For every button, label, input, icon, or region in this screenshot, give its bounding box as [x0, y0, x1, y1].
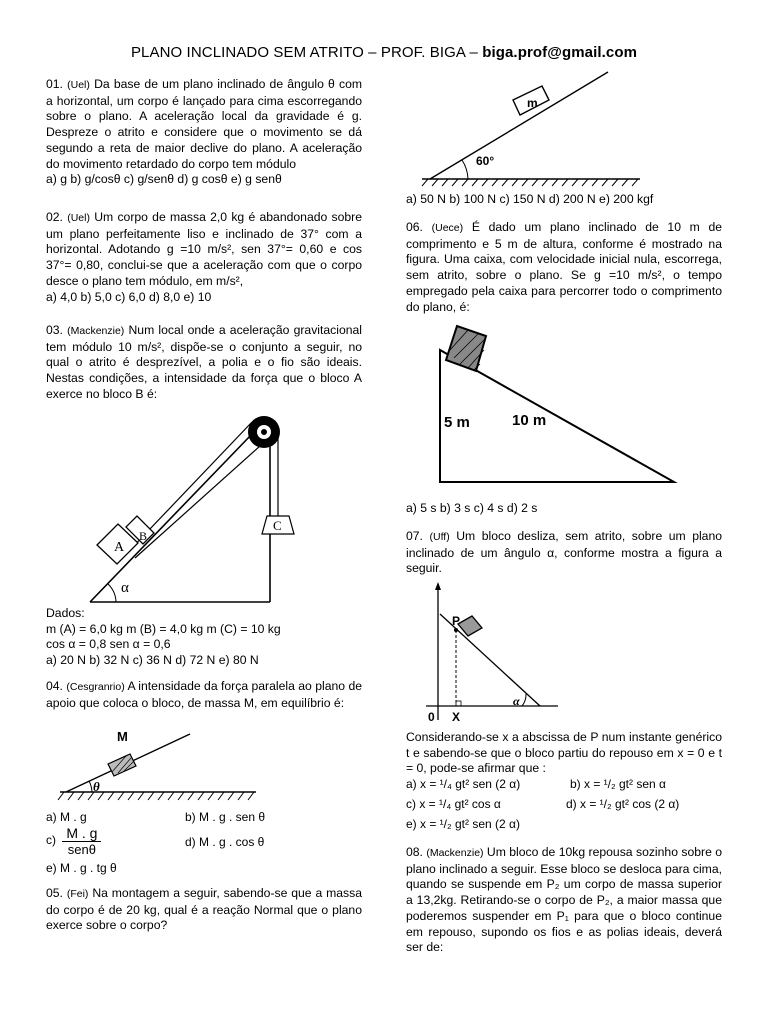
question-03: 03. (Mackenzie) Num local onde a aceleração gravitacional tem módulo 10 m/s², dispõe-se o conjunto a seguir, no qual o atrito é desprezível, a polia e o fio são ideais. Nestas condições, a intensidade da força que o bloco A exerce no bloco B é: — [46, 323, 363, 401]
page-title: PLANO INCLINADO SEM ATRITO – PROF. BIGA – biga.prof@gmail.com — [130, 44, 638, 61]
question-08: 08. (Mackenzie) Um bloco de 10kg repousa sozinho sobre o plano inclinado a seguir. Esse bloco se desloca para cima, quando se suspende em P₂ um corpo de massa superior a 13,2kg. Retirando-se o corpo de P₂, a maior massa que poderemos suspender em P₁ para que o bloco continue em repouso, supondo os fios e as polias ideais, deverá ser de: — [406, 845, 723, 955]
q07-option-c: c) x = ¹/₄ gt² cos α — [406, 797, 501, 811]
question-02: 02. (Uel) Um corpo de massa 2,0 kg é abandonado sobre um plano perfeitamente liso e inclinado de 37° com a horizontal. Adotando g =10 m/s², sen 37°= 0,60 e cos 37°= 0,80, conclui-se que a aceleração com que o corpo desce o plano tem módulo, em m/s², a) 4,0 b) 5,0 c) 6,0 d) 8,0 e) 10 — [46, 210, 363, 304]
q06-options: a) 5 s b) 3 s c) 4 s d) 2 s — [406, 501, 538, 515]
question-05: 05. (Fei) Na montagem a seguir, sabendo-se que a massa do corpo é de 20 kg, qual é a reação Normal que o plano exerce sobre o corpo? — [46, 886, 363, 933]
q07-option-d: d) x = ¹/₂ gt² cos (2 α) — [566, 797, 680, 811]
q02-options: a) 4,0 b) 5,0 c) 6,0 d) 8,0 e) 10 — [46, 289, 212, 304]
alpha-label: α — [121, 580, 129, 596]
height-5m-label: 5 m — [444, 414, 470, 431]
q03-options: a) 20 N b) 32 N c) 36 N d) 72 N e) 80 N — [46, 653, 259, 668]
q01-options: a) g b) g/cosθ c) g/senθ d) g cosθ e) g senθ — [46, 172, 282, 187]
angle-60-label: 60° — [476, 154, 495, 168]
question-07: 07. (Uff) Um bloco desliza, sem atrito, sobre um plano inclinado de um ângulo α, conforme mostra a figura a seguir. — [406, 529, 723, 576]
origin-label: 0 — [428, 710, 435, 724]
q04-option-d: d) M . g . cos θ — [185, 835, 265, 849]
incline-block-m-figure — [56, 726, 266, 802]
q07-option-e: e) x = ¹/₂ gt² sen (2 α) — [406, 817, 520, 831]
theta-label: θ — [93, 779, 100, 794]
block-b-label: B — [139, 529, 148, 543]
q04-option-b: b) M . g . sen θ — [185, 810, 266, 824]
mass-m-label: M — [117, 729, 128, 744]
q07-option-b: b) x = ¹/₂ gt² sen α — [570, 777, 666, 791]
q05-options: a) 50 N b) 100 N c) 150 N d) 200 N e) 200 kgf — [406, 192, 654, 206]
question-01: 01. (Uel) Da base de um plano inclinado de ângulo θ com a horizontal, um corpo é lançado para cima escorregando sobre o plano. A aceleração local da gravidade é g. Despreze o atrito e considere que o movimento se dá segundo a reta de maior declive do plano. A aceleração do movimento retardado do corpo tem módulo a) g b) g/cosθ c) g/senθ d) g cosθ e) g senθ — [46, 77, 363, 187]
incline-60-figure — [418, 70, 643, 188]
block-a-label: A — [114, 540, 125, 555]
length-10m-label: 10 m — [512, 412, 547, 429]
point-p-label: P — [452, 614, 461, 628]
q04-option-a: a) M . g — [46, 810, 87, 824]
alpha-label-q07: α — [513, 694, 520, 708]
incline-5m-10m-figure — [436, 320, 681, 486]
axes-incline-figure — [420, 580, 560, 724]
question-06: 06. (Uece) É dado um plano inclinado de 10 m de comprimento e 5 m de altura, conforme é mostrado na figura. Uma caixa, com velocidade inicial nula, escorrega, sem atrito, sobre o plano. Se g =10 m/s², o tempo empregado pela caixa para percorrer todo o comprimento do plano, é: — [406, 220, 723, 314]
q04-option-c: c) $\frac{M . g}{\text{senθ}}$ — [46, 825, 104, 857]
question-07-part2: Considerando-se x a abscissa de P num instante genérico t e sabendo-se que o bloco partiu do repouso em x = 0 e t = 0, pode-se afirmar que : — [406, 730, 722, 776]
mass-m-label-q05: m — [527, 96, 538, 110]
question-04: 04. (Cesgranrio) A intensidade da força paralela ao plano de apoio que coloca o bloco, de massa M, em equilíbrio é: — [46, 679, 362, 710]
x-axis-label: X — [452, 710, 461, 724]
q03-data: Dados: m (A) = 6,0 kg m (B) = 4,0 kg m (C) = 10 kg cos α = 0,8 sen α = 0,6 a) 20 N b) 32 N c) 36 N d) 72 N e) 80 N — [46, 606, 362, 669]
author-email: biga.prof@gmail.com — [482, 44, 638, 61]
block-c-label: C — [273, 518, 282, 533]
q04-option-e: e) M . g . tg θ — [46, 861, 117, 875]
q07-option-a: a) x = ¹/₄ gt² sen (2 α) — [406, 777, 521, 791]
